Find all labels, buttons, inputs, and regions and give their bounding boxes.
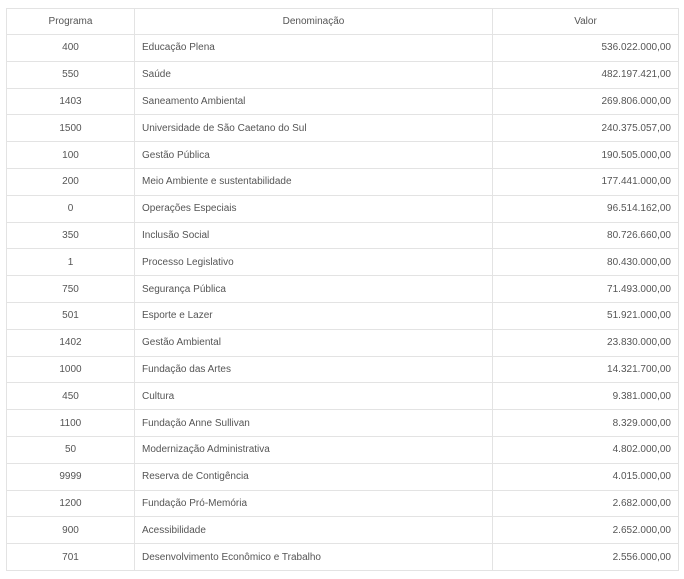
cell-denominacao: Desenvolvimento Econômico e Trabalho bbox=[135, 544, 493, 571]
table-row bbox=[7, 436, 679, 463]
cell-valor: 2.682.000,00 bbox=[493, 490, 679, 517]
cell-denominacao: Fundação Pró-Memória bbox=[135, 490, 493, 517]
table-row bbox=[7, 195, 679, 222]
header-denominacao[interactable]: Denominação bbox=[135, 9, 493, 35]
cell-denominacao: Operações Especiais bbox=[135, 195, 493, 222]
table-row bbox=[7, 35, 679, 62]
cell-valor: 482.197.421,00 bbox=[493, 61, 679, 88]
cell-valor: 23.830.000,00 bbox=[493, 329, 679, 356]
table-row bbox=[7, 302, 679, 329]
cell-programa: 550 bbox=[7, 61, 135, 88]
cell-valor: 14.321.700,00 bbox=[493, 356, 679, 383]
table-row bbox=[7, 490, 679, 517]
cell-denominacao: Esporte e Lazer bbox=[135, 302, 493, 329]
cell-denominacao: Saúde bbox=[135, 61, 493, 88]
cell-programa: 400 bbox=[7, 35, 135, 62]
table-row bbox=[7, 410, 679, 437]
table-row bbox=[7, 517, 679, 544]
cell-valor: 9.381.000,00 bbox=[493, 383, 679, 410]
budget-table-container bbox=[6, 8, 678, 571]
table-body bbox=[7, 35, 679, 571]
cell-denominacao: Gestão Pública bbox=[135, 142, 493, 169]
cell-programa: 350 bbox=[7, 222, 135, 249]
cell-programa: 501 bbox=[7, 302, 135, 329]
cell-programa: 1 bbox=[7, 249, 135, 276]
cell-valor: 51.921.000,00 bbox=[493, 302, 679, 329]
cell-denominacao: Fundação Anne Sullivan bbox=[135, 410, 493, 437]
cell-denominacao: Educação Plena bbox=[135, 35, 493, 62]
table-header-row bbox=[7, 9, 679, 35]
cell-denominacao: Saneamento Ambiental bbox=[135, 88, 493, 115]
header-programa[interactable]: Programa bbox=[7, 9, 135, 35]
cell-valor: 4.802.000,00 bbox=[493, 436, 679, 463]
cell-programa: 9999 bbox=[7, 463, 135, 490]
table-row bbox=[7, 61, 679, 88]
cell-valor: 269.806.000,00 bbox=[493, 88, 679, 115]
table-row bbox=[7, 222, 679, 249]
cell-programa: 50 bbox=[7, 436, 135, 463]
cell-valor: 80.726.660,00 bbox=[493, 222, 679, 249]
cell-valor: 177.441.000,00 bbox=[493, 168, 679, 195]
header-valor[interactable]: Valor bbox=[493, 9, 679, 35]
table-row bbox=[7, 168, 679, 195]
table-row bbox=[7, 115, 679, 142]
table-row bbox=[7, 356, 679, 383]
table-row bbox=[7, 88, 679, 115]
cell-programa: 1200 bbox=[7, 490, 135, 517]
cell-programa: 701 bbox=[7, 544, 135, 571]
cell-denominacao: Segurança Pública bbox=[135, 276, 493, 303]
cell-programa: 0 bbox=[7, 195, 135, 222]
table-row bbox=[7, 383, 679, 410]
cell-denominacao: Acessibilidade bbox=[135, 517, 493, 544]
cell-denominacao: Meio Ambiente e sustentabilidade bbox=[135, 168, 493, 195]
cell-denominacao: Inclusão Social bbox=[135, 222, 493, 249]
cell-denominacao: Universidade de São Caetano do Sul bbox=[135, 115, 493, 142]
cell-programa: 450 bbox=[7, 383, 135, 410]
cell-valor: 8.329.000,00 bbox=[493, 410, 679, 437]
cell-denominacao: Fundação das Artes bbox=[135, 356, 493, 383]
table-row bbox=[7, 329, 679, 356]
cell-valor: 2.556.000,00 bbox=[493, 544, 679, 571]
cell-denominacao: Processo Legislativo bbox=[135, 249, 493, 276]
cell-programa: 1403 bbox=[7, 88, 135, 115]
cell-programa: 100 bbox=[7, 142, 135, 169]
cell-denominacao: Reserva de Contigência bbox=[135, 463, 493, 490]
table-row bbox=[7, 249, 679, 276]
cell-programa: 1000 bbox=[7, 356, 135, 383]
cell-denominacao: Cultura bbox=[135, 383, 493, 410]
cell-valor: 2.652.000,00 bbox=[493, 517, 679, 544]
table-row bbox=[7, 276, 679, 303]
cell-denominacao: Gestão Ambiental bbox=[135, 329, 493, 356]
cell-denominacao: Modernização Administrativa bbox=[135, 436, 493, 463]
cell-valor: 80.430.000,00 bbox=[493, 249, 679, 276]
table-row bbox=[7, 463, 679, 490]
cell-programa: 1500 bbox=[7, 115, 135, 142]
table-row bbox=[7, 544, 679, 571]
cell-valor: 96.514.162,00 bbox=[493, 195, 679, 222]
cell-valor: 71.493.000,00 bbox=[493, 276, 679, 303]
cell-valor: 190.505.000,00 bbox=[493, 142, 679, 169]
cell-programa: 900 bbox=[7, 517, 135, 544]
table-row bbox=[7, 142, 679, 169]
cell-programa: 750 bbox=[7, 276, 135, 303]
cell-valor: 240.375.057,00 bbox=[493, 115, 679, 142]
cell-programa: 200 bbox=[7, 168, 135, 195]
cell-valor: 4.015.000,00 bbox=[493, 463, 679, 490]
cell-valor: 536.022.000,00 bbox=[493, 35, 679, 62]
budget-table bbox=[6, 8, 679, 571]
cell-programa: 1402 bbox=[7, 329, 135, 356]
cell-programa: 1100 bbox=[7, 410, 135, 437]
